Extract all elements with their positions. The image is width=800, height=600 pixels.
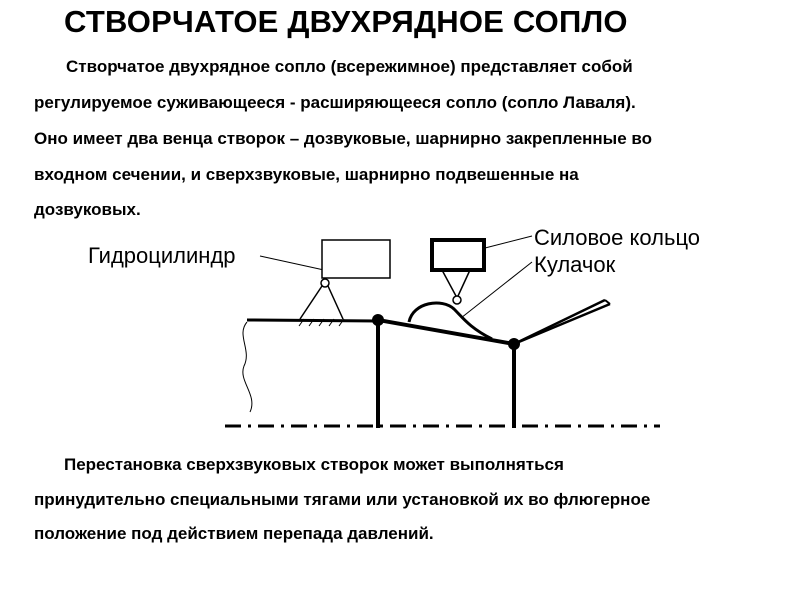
label-power-ring: Силовое кольцо (534, 225, 701, 250)
outro-line-2: принудительно специальными тягами или установкой их во флюгерное (34, 490, 651, 509)
subsonic-flap-hinge (372, 314, 384, 326)
hydrocylinder-body (322, 240, 390, 278)
nozzle-casing-wall (247, 320, 378, 321)
leader-hydrocylinder (260, 256, 324, 270)
power-ring-support (442, 270, 470, 304)
intro-line-4: входном сечении, и сверхзвуковые, шарнирно подвешенные на (34, 165, 579, 184)
outro-line-3: положение под действием перепада давлений. (34, 524, 434, 543)
supersonic-flap-hinge (508, 338, 520, 350)
leader-power-ring (485, 236, 532, 248)
subsonic-flap (378, 320, 514, 344)
label-cam: Кулачок (534, 252, 616, 277)
supersonic-flap (514, 300, 610, 344)
intro-line-3: Оно имеет два венца створок – дозвуковые, шарнирно закрепленные во (34, 129, 652, 148)
slide-title: СТВОРЧАТОЕ ДВУХРЯДНОЕ СОПЛО (64, 4, 628, 39)
power-ring-body (432, 240, 484, 270)
casing-break-line (243, 322, 252, 412)
intro-line-2: регулируемое суживающееся - расширяющееся сопло (сопло Лаваля). (34, 93, 636, 112)
intro-line-5: дозвуковых. (34, 200, 141, 219)
intro-line-1: Створчатое двухрядное сопло (всережимное) представляет собой (66, 57, 633, 76)
outro-line-1: Перестановка сверхзвуковых створок может выполняться (64, 455, 564, 474)
label-hydrocylinder: Гидроцилиндр (88, 243, 236, 268)
